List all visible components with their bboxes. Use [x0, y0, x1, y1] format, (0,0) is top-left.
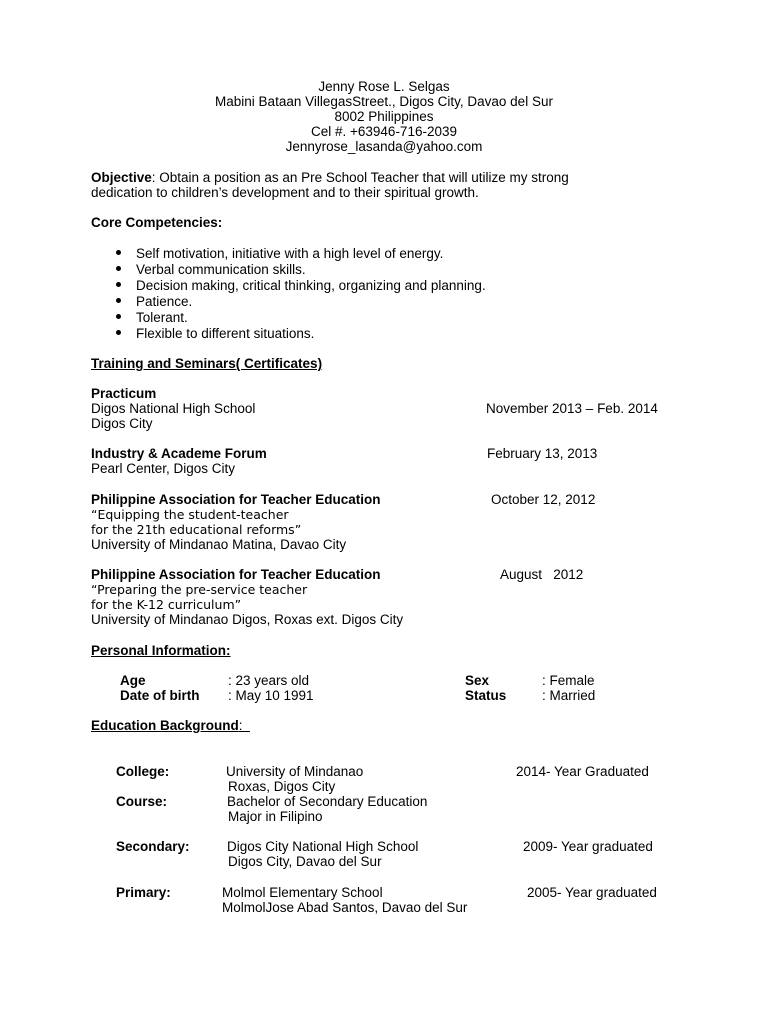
training-date: February 13, 2013 — [487, 446, 598, 461]
college-place: Roxas, Digos City — [228, 779, 336, 794]
training-theme: “Equipping the student-teacher — [91, 507, 289, 522]
competency-item: Tolerant. — [136, 310, 188, 325]
status-value: : Married — [542, 688, 596, 703]
college-school: University of Mindanao — [226, 764, 364, 779]
training-date: October 12, 2012 — [491, 492, 596, 507]
bullet-icon — [116, 250, 121, 255]
bullet-icon — [116, 298, 121, 303]
objective-text: : Obtain a position as an Pre School Teacher that will utilize my strong — [151, 170, 569, 185]
dob-value: : May 10 1991 — [228, 688, 314, 703]
email-address: Jennyrose_lasanda@yahoo.com — [285, 139, 483, 154]
secondary-year: 2009- Year graduated — [523, 839, 653, 854]
phone-number: Cel #. +63946-716-2039 — [311, 124, 457, 139]
competency-item: Flexible to different situations. — [136, 326, 315, 341]
training-heading: Training and Seminars( Certificates) — [91, 356, 323, 371]
objective-line-2: dedication to children’s development and to their spiritual growth. — [91, 185, 479, 200]
secondary-school: Digos City National High School — [227, 839, 419, 854]
age-label: Age — [120, 673, 146, 688]
applicant-name: Jenny Rose L. Selgas — [318, 79, 450, 94]
education-heading-suffix: : — [238, 718, 251, 733]
training-date: November 2013 – Feb. 2014 — [486, 401, 658, 416]
primary-year: 2005- Year graduated — [527, 885, 657, 900]
training-place: University of Mindanao Matina, Davao City — [91, 537, 347, 552]
training-title: Practicum — [91, 386, 157, 401]
competency-item: Patience. — [136, 294, 193, 309]
competency-item: Decision making, critical thinking, organizing and planning. — [136, 278, 486, 293]
personal-info-heading: Personal Information: — [91, 643, 231, 658]
college-label: College: — [116, 764, 170, 779]
course-name: Bachelor of Secondary Education — [227, 794, 428, 809]
secondary-label: Secondary: — [116, 839, 190, 854]
training-place: University of Mindanao Digos, Roxas ext. Digos City — [91, 612, 404, 627]
objective-label: Objective — [91, 170, 152, 185]
address-line-2: 8002 Philippines — [334, 109, 434, 124]
course-major: Major in Filipino — [228, 809, 323, 824]
dob-label: Date of birth — [120, 688, 200, 703]
training-title: Philippine Association for Teacher Education — [91, 492, 381, 507]
training-date: August 2012 — [500, 567, 584, 582]
competency-item: Self motivation, initiative with a high level of energy. — [136, 246, 444, 261]
training-title: Industry & Academe Forum — [91, 446, 267, 461]
primary-school: Molmol Elementary School — [222, 885, 383, 900]
training-place: Digos National High School — [91, 401, 256, 416]
training-city: Digos City — [91, 416, 153, 431]
objective-line-1 — [91, 170, 569, 185]
core-competencies-heading: Core Competencies: — [91, 215, 223, 230]
address-line-1: Mabini Bataan VillegasStreet., Digos City, Davao del Sur — [215, 94, 553, 109]
bullet-icon — [116, 330, 121, 335]
training-theme: for the 21th educational reforms” — [91, 522, 302, 537]
primary-label: Primary: — [116, 885, 171, 900]
competency-item: Verbal communication skills. — [136, 262, 306, 277]
age-value: : 23 years old — [228, 673, 310, 688]
sex-value: : Female — [542, 673, 595, 688]
bullet-icon — [116, 282, 121, 287]
course-label: Course: — [116, 794, 168, 809]
bullet-icon — [116, 266, 121, 271]
status-label: Status — [465, 688, 507, 703]
education-heading — [91, 718, 250, 733]
training-theme: for the K-12 curriculum” — [91, 597, 242, 612]
secondary-place: Digos City, Davao del Sur — [228, 854, 382, 869]
sex-label: Sex — [465, 673, 490, 688]
college-year: 2014- Year Graduated — [516, 764, 649, 779]
training-title: Philippine Association for Teacher Education — [91, 567, 381, 582]
training-place: Pearl Center, Digos City — [91, 461, 236, 476]
primary-place: MolmolJose Abad Santos, Davao del Sur — [222, 900, 468, 915]
education-heading-text: Education Background — [91, 718, 239, 733]
training-theme: “Preparing the pre-service teacher — [91, 582, 308, 597]
bullet-icon — [116, 314, 121, 319]
